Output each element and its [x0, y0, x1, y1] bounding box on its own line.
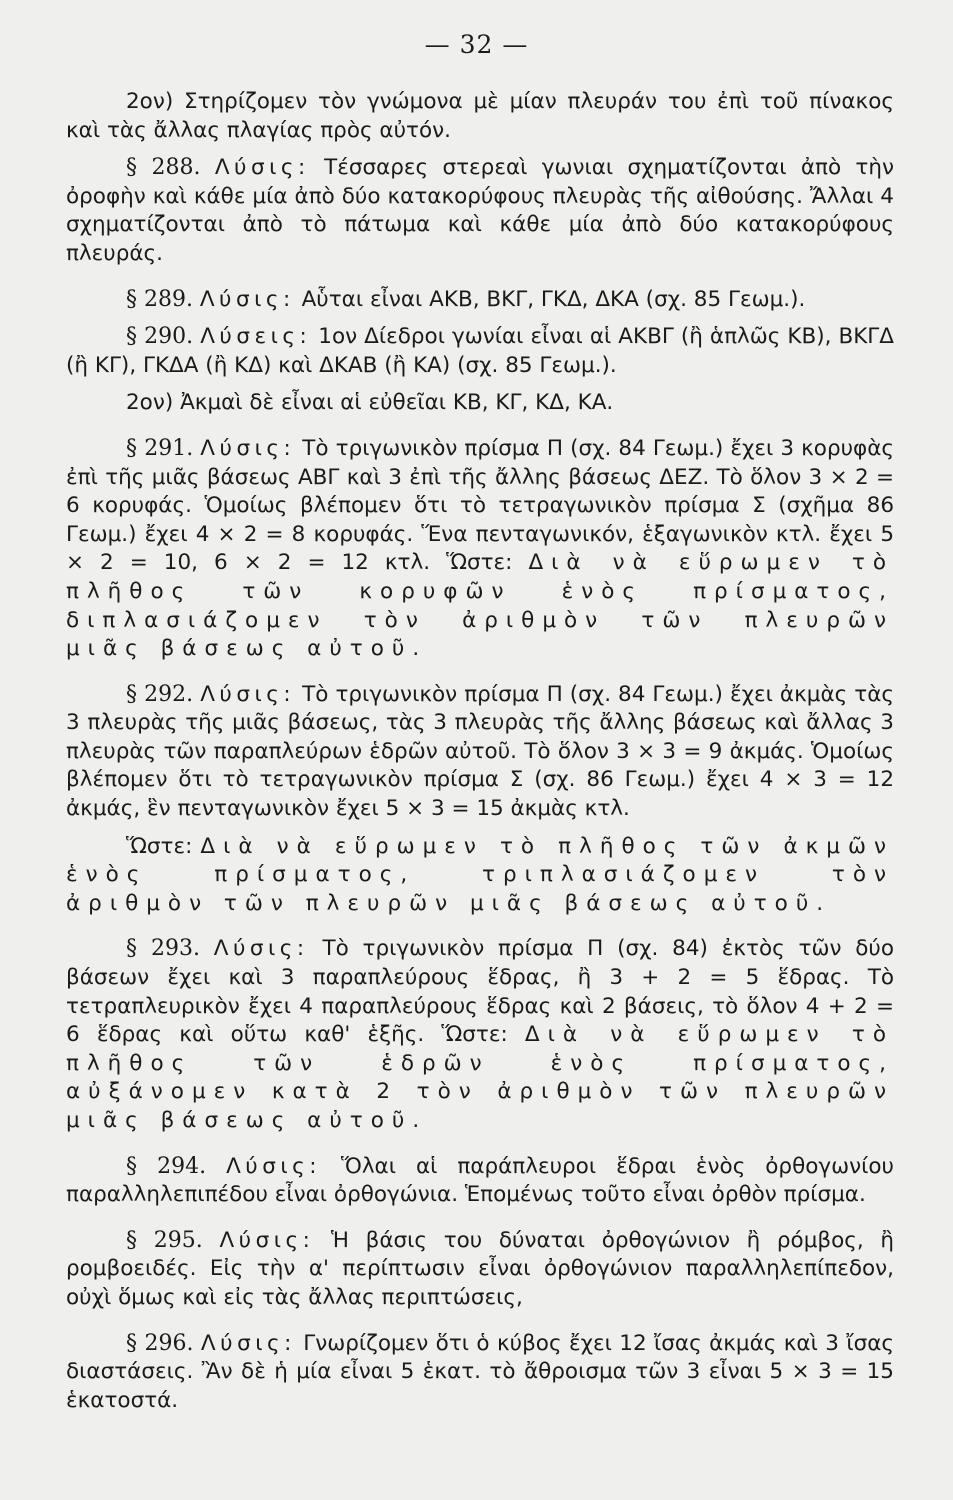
paragraph-290 [66, 323, 894, 380]
paragraph-293 [66, 935, 894, 1135]
solution-label: Λύσις: [200, 681, 296, 707]
section-number: § 289. [126, 286, 193, 312]
paragraph-text: Ὅλαι αἱ παράπλευροι ἕδραι ἑνὸς ὀρθογωνίου παραλληλεπιπέδου εἶναι ὀρθογώνια. Ἑπομένως τοῦτο εἶναι ὀρθὸν πρίσμα. [66, 1153, 894, 1208]
paragraph-290-continued [66, 389, 894, 418]
paragraph-288 [66, 154, 894, 268]
section-number: § 292. [126, 681, 194, 707]
solution-label: Λύσις: [199, 286, 295, 312]
section-number: § 295. [126, 1227, 203, 1253]
paragraph-text: Τὸ τριγωνικὸν πρίσμα Π (σχ. 84) ἐκτὸς τῶν δύο βάσεων ἔχει καὶ 3 παραπλεύρους ἕδρας, ἢ 3 + 2 = 5 ἕδρας. Τὸ τετραπλευρικὸν ἔχει 4 παραπλεύρους ἕδρας καὶ 2 βάσεις, τὸ ὅλον 4 + 2 = 6 ἕδρας καὶ οὕτω καθ' ἑξῆς. Ὥστε: [66, 936, 894, 1048]
paragraph-text: Τέσσαρες στερεαὶ γωνιαι σχηματίζονται ἀπὸ τὴν ὀροφὴν καὶ κάθε μία ἀπὸ δύο κατακορύφους πλευρὰς τῆς αἰθούσης. Ἄλλαι 4 σχηματίζονται ἀπὸ τὸ πάτωμα καὶ κάθε μία ἀπὸ δύο κατακορύφους πλευράς. [66, 155, 895, 266]
paragraph-294 [66, 1153, 894, 1210]
paragraph-text: 2ον) Ἀκμαὶ δὲ εἶναι αἱ εὐθεῖαι ΚΒ, ΚΓ, ΚΔ, ΚΑ. [126, 390, 614, 416]
section-number: § 288. [126, 155, 201, 181]
paragraph-text: 2ον) Στηρίζομεν τὸν γνώμονα μὲ μίαν πλευράν του ἐπὶ τοῦ πίνακος καὶ τὰς ἄλλας πλαγίας πρὸς αὐτόν. [66, 89, 894, 143]
emphasized-rule: Διὰ νὰ εὕρωμεν τὸ πλῆθος τῶν ἀκμῶν ἑνὸς πρίσματος, τριπλασιάζομεν τὸν ἀριθμὸν τῶν πλευρῶν μιᾶς βάσεως αὐτοῦ. [66, 833, 894, 916]
section-number: § 294. [126, 1153, 207, 1179]
conclusion-label: Ὥστε: [126, 833, 193, 859]
paragraph-text: Ἡ βάσις του δύναται ὀρθογώνιον ἢ ρόμβος, ἢ ρομβοειδές. Εἰς τὴν α' περίπτωσιν εἶναι ὀρθογώνιον παραλληλεπίπεδον, οὐχὶ ὅμως καὶ εἰς τὰς ἄλλας περιπτώσεις, [66, 1227, 894, 1310]
solution-label: Λύσις: [200, 1330, 296, 1356]
paragraph-295 [66, 1227, 894, 1313]
solution-label: Λύσις: [200, 435, 296, 461]
paragraph-292 [66, 681, 894, 824]
section-number: § 290. [126, 324, 194, 350]
paragraph-text: Τὸ τριγωνικὸν πρίσμα Π (σχ. 84 Γεωμ.) ἔχει 3 κορυφὰς ἐπὶ τῆς μιᾶς βάσεως ΑΒΓ καὶ 3 ἐπὶ τῆς ἄλλης βάσεως ΔΕΖ. Τὸ ὅλον 3 × 2 = 6 κορυφάς. Ὁμοίως βλέπομεν ὅτι τὸ τετραγωνικὸν πρίσμα Σ (σχῆμα 86 Γεωμ.) ἔχει 4 × 2 = 8 κορυφάς. Ἕνα πενταγωνικόν, ἑξαγωνικὸν κτλ. ἔχει 5 × 2 = 10, 6 × 2 = 12 κτλ. Ὥστε: [66, 435, 895, 576]
paragraph-text: Τὸ τριγωνικὸν πρίσμα Π (σχ. 84 Γεωμ.) ἔχει ἀκμὰς τὰς 3 πλευρὰς τῆς μιᾶς βάσεως, τὰς 3 πλευρὰς τῆς ἄλλης βάσεως καὶ ἄλλας 3 πλευρὰς τῶν παραπλεύρων ἑδρῶν αὐτοῦ. Τὸ ὅλον 3 × 3 = 9 ἀκμάς. Ὁμοίως βλέπομεν ὅτι τὸ τετραγωνικὸν πρίσμα Σ (σχ. 86 Γεωμ.) ἔχει 4 × 3 = 12 ἀκμάς, ἓν πενταγωνικὸν ἔχει 5 × 3 = 15 ἀκμὰς κτλ. [66, 681, 894, 822]
emphasized-rule: Διὰ νὰ εὕρωμεν τὸ πλῆθος τῶν κορυφῶν ἑνὸς πρίσματος, διπλασιάζομεν τὸν ἀριθμὸν τῶν πλευρῶν μιᾶς βάσεως αὐτοῦ. [66, 550, 894, 662]
page-number: — 32 — [424, 30, 529, 59]
paragraph-text: Γνωρίζομεν ὅτι ὁ κύβος ἔχει 12 ἴσας ἀκμάς καὶ 3 ἴσας διαστάσεις. Ἂν δὲ ἡ μία εἶναι 5 ἑκατ. τὸ ἄθροισμα τῶν 3 εἶναι 5 × 3 = 15 ἑκατοστά. [66, 1330, 895, 1413]
solution-label: Λύσις: [214, 155, 310, 181]
paragraph-292-conclusion [66, 833, 894, 919]
paragraph-289 [66, 286, 894, 315]
paragraph-287-continued [66, 88, 894, 145]
solution-label: Λύσις: [213, 936, 309, 962]
solution-label: Λύσεις: [200, 324, 312, 350]
paragraph-291 [66, 435, 894, 664]
page-body [66, 88, 894, 1432]
paragraph-text: Αὗται εἶναι ΑΚΒ, ΒΚΓ, ΓΚΔ, ΔΚΑ (σχ. 85 Γεωμ.). [301, 286, 806, 312]
emphasized-rule: Διὰ νὰ εὕρωμεν τὸ πλῆθος τῶν ἑδρῶν ἑνὸς πρίσματος, αὐξάνομεν κατὰ 2 τὸν ἀριθμὸν τῶν πλευρῶν μιᾶς βάσεως αὐτοῦ. [66, 1022, 894, 1133]
paragraph-text: 1ον Δίεδροι γωνίαι εἶναι αἱ ΑΚΒΓ (ἢ ἁπλῶς ΚΒ), ΒΚΓΔ (ἢ ΚΓ), ΓΚΔΑ (ἢ ΚΔ) καὶ ΔΚΑΒ (ἢ ΚΑ) (σχ. 85 Γεωμ.). [66, 324, 894, 378]
section-number: § 296. [126, 1330, 194, 1356]
paragraph-296 [66, 1330, 894, 1416]
section-number: § 291. [126, 435, 194, 461]
solution-label: Λύσις: [219, 1227, 315, 1253]
section-number: § 293. [126, 936, 200, 962]
solution-label: Λύσις: [226, 1153, 321, 1179]
